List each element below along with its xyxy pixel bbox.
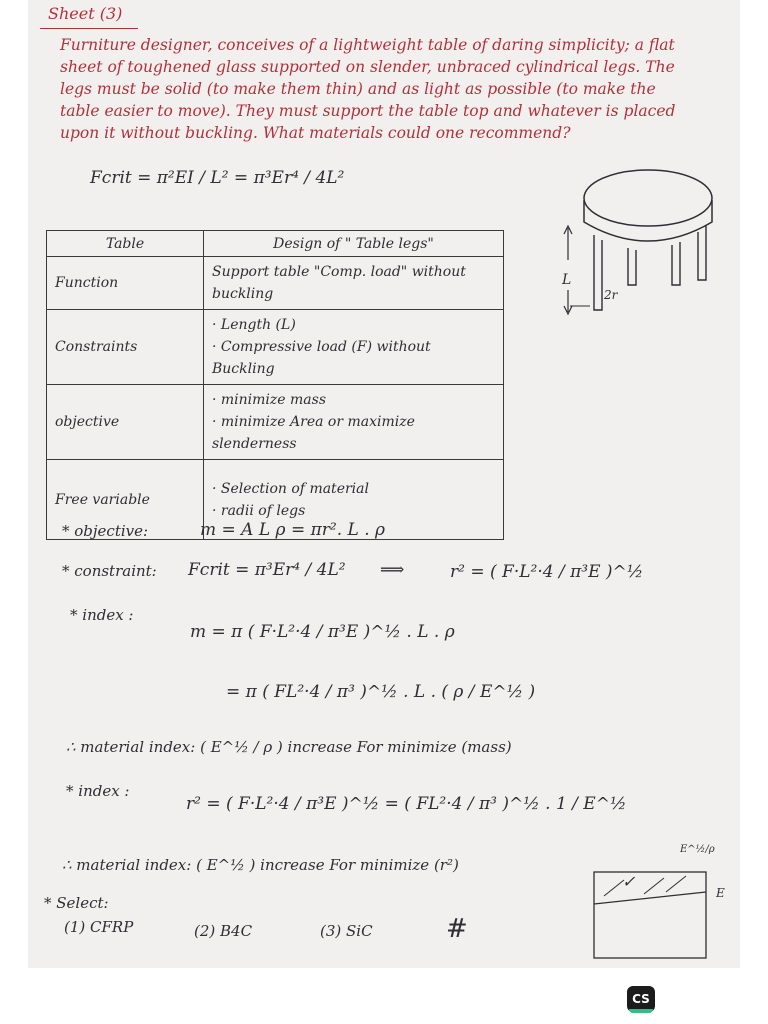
sheet-title: Sheet (3) <box>48 4 123 23</box>
leg-shape <box>594 235 602 310</box>
hatch-mark <box>666 876 686 892</box>
implies-arrow-icon: ⟹ <box>380 560 405 580</box>
leg-shape <box>672 242 680 285</box>
constraint-equation: Fcrit = π³Er⁴ / 4L² <box>188 560 346 580</box>
problem-statement: Furniture designer, conceives of a lightweight table of daring simplicity; a flat sheet of toughened glass supported on slender, unbraced cylindrical legs. The legs must be solid (to make them thin) and as light as possible (to make the table easier to move). They must support the table top and whatever is placed upon it without buckling. What materials could one recommend? <box>60 36 676 142</box>
material-index-2: ∴ material index: ( E^½ ) increase For minimize (r²) <box>62 856 459 874</box>
selection-chart-sketch <box>590 866 720 962</box>
select-option-3: (3) SiC <box>320 922 373 940</box>
table-edge-shape <box>584 200 712 241</box>
leg-shape <box>628 248 636 285</box>
table-header-left: Table <box>47 231 204 257</box>
constraint-result: r² = ( F·L²·4 / π³E )^½ <box>450 562 644 582</box>
row-label-objective: objective <box>47 385 204 460</box>
row-label-function: Function <box>47 257 204 310</box>
select-option-1: (1) CFRP <box>64 918 134 936</box>
row-item: · minimize mass <box>212 392 327 408</box>
row-item: · radii of legs <box>212 502 306 519</box>
camscanner-logo: CS <box>627 986 655 1012</box>
row-label-constraints: Constraints <box>47 310 204 385</box>
chart-x-axis-label: E <box>716 886 725 900</box>
material-index-1: ∴ material index: ( E^½ / ρ ) increase For minimize (mass) <box>66 738 512 756</box>
radius-label: 2r <box>604 288 618 302</box>
table-row <box>47 385 504 460</box>
row-item: · Length (L) <box>212 317 296 333</box>
constraint-label: * constraint: <box>62 562 157 580</box>
hatch-mark <box>644 878 664 894</box>
table-top-shape <box>584 170 712 226</box>
length-label: L <box>562 272 572 288</box>
chart-y-axis-label: E^½/ρ <box>680 844 715 855</box>
chart-frame <box>594 872 706 958</box>
row-label-free-variable: Free variable <box>47 460 204 540</box>
check-mark-icon: ✓ <box>622 872 636 891</box>
index-label-2: * index : <box>66 782 130 800</box>
table-header-right: Design of " Table legs" <box>204 231 504 257</box>
row-item: · Compressive load (F) without Buckling <box>212 339 431 377</box>
index-equation-3: r² = ( F·L²·4 / π³E )^½ = ( FL²·4 / π³ )^½ . 1 / E^½ <box>186 794 627 814</box>
table-row <box>47 257 504 310</box>
objective-equation: m = A L ρ = πr². L . ρ <box>200 520 386 540</box>
row-item: · minimize Area or maximize slenderness <box>212 414 415 452</box>
buckling-formula: Fcrit = π²EI / L² = π³Er⁴ / 4L² <box>90 168 345 188</box>
table-row <box>47 310 504 385</box>
objective-label: * objective: <box>62 522 149 540</box>
row-item: · Selection of material <box>212 480 369 497</box>
index-equation-2: = π ( FL²·4 / π³ )^½ . L . ( ρ / E^½ ) <box>226 682 536 702</box>
title-underline <box>40 28 138 29</box>
row-item: Support table "Comp. load" without buckling <box>212 264 466 302</box>
index-equation-1: m = π ( F·L²·4 / π³E )^½ . L . ρ <box>190 622 455 642</box>
select-label: * Select: <box>44 894 109 912</box>
end-mark: # <box>446 914 468 944</box>
index-label-1: * index : <box>70 606 134 624</box>
selection-line <box>594 892 706 904</box>
leg-shape <box>698 226 706 280</box>
hatch-mark <box>604 880 624 896</box>
table-sketch <box>548 160 718 330</box>
table-header-row <box>47 231 504 257</box>
select-option-2: (2) B4C <box>194 922 253 940</box>
design-table <box>46 230 504 540</box>
